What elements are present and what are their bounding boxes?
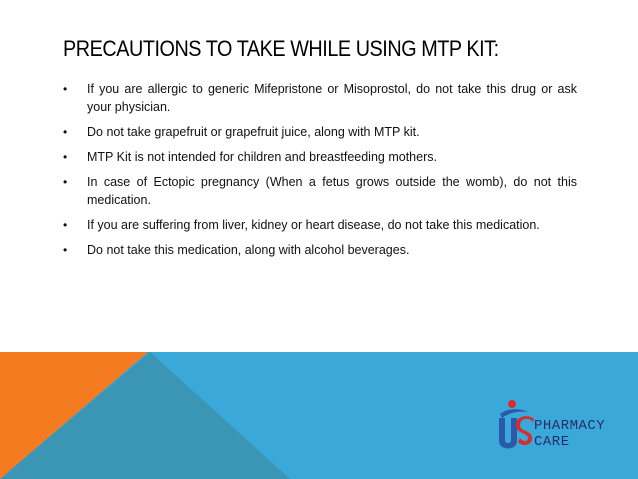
logo-text-pharmacy: PHARMACY <box>534 418 606 434</box>
bullet-text: MTP Kit is not intended for children and breastfeeding mothers. <box>87 150 437 164</box>
bullet-text: In case of Ectopic pregnancy (When a fetus grows outside the womb), do not this medication. <box>87 175 577 207</box>
bullet-text: If you are suffering from liver, kidney or heart disease, do not take this medication. <box>87 218 540 232</box>
bullet-dot: • <box>63 82 68 96</box>
bullet-text: Do not take this medication, along with alcohol beverages. <box>87 243 410 257</box>
list-item <box>63 148 577 166</box>
list-item <box>63 173 577 209</box>
logo-mark-icon <box>496 398 536 456</box>
page-title: PRECAUTIONS TO TAKE WHILE USING MTP KIT: <box>63 36 499 61</box>
precautions-list <box>63 80 577 266</box>
list-item <box>63 241 577 259</box>
list-item <box>63 216 577 234</box>
bullet-dot: • <box>63 150 68 164</box>
bullet-text: If you are allergic to generic Mifepristone or Misoprostol, do not take this drug or ask your physician. <box>87 82 577 114</box>
bullet-dot: • <box>63 218 68 232</box>
us-pharmacy-care-logo <box>496 398 616 458</box>
bullet-dot: • <box>63 175 68 189</box>
bullet-text: Do not take grapefruit or grapefruit juice, along with MTP kit. <box>87 125 420 139</box>
list-item <box>63 80 577 116</box>
bullet-dot: • <box>63 243 68 257</box>
list-item <box>63 123 577 141</box>
logo-initials: US <box>498 450 500 451</box>
logo-text-care: CARE <box>534 434 570 450</box>
bullet-dot: • <box>63 125 68 139</box>
